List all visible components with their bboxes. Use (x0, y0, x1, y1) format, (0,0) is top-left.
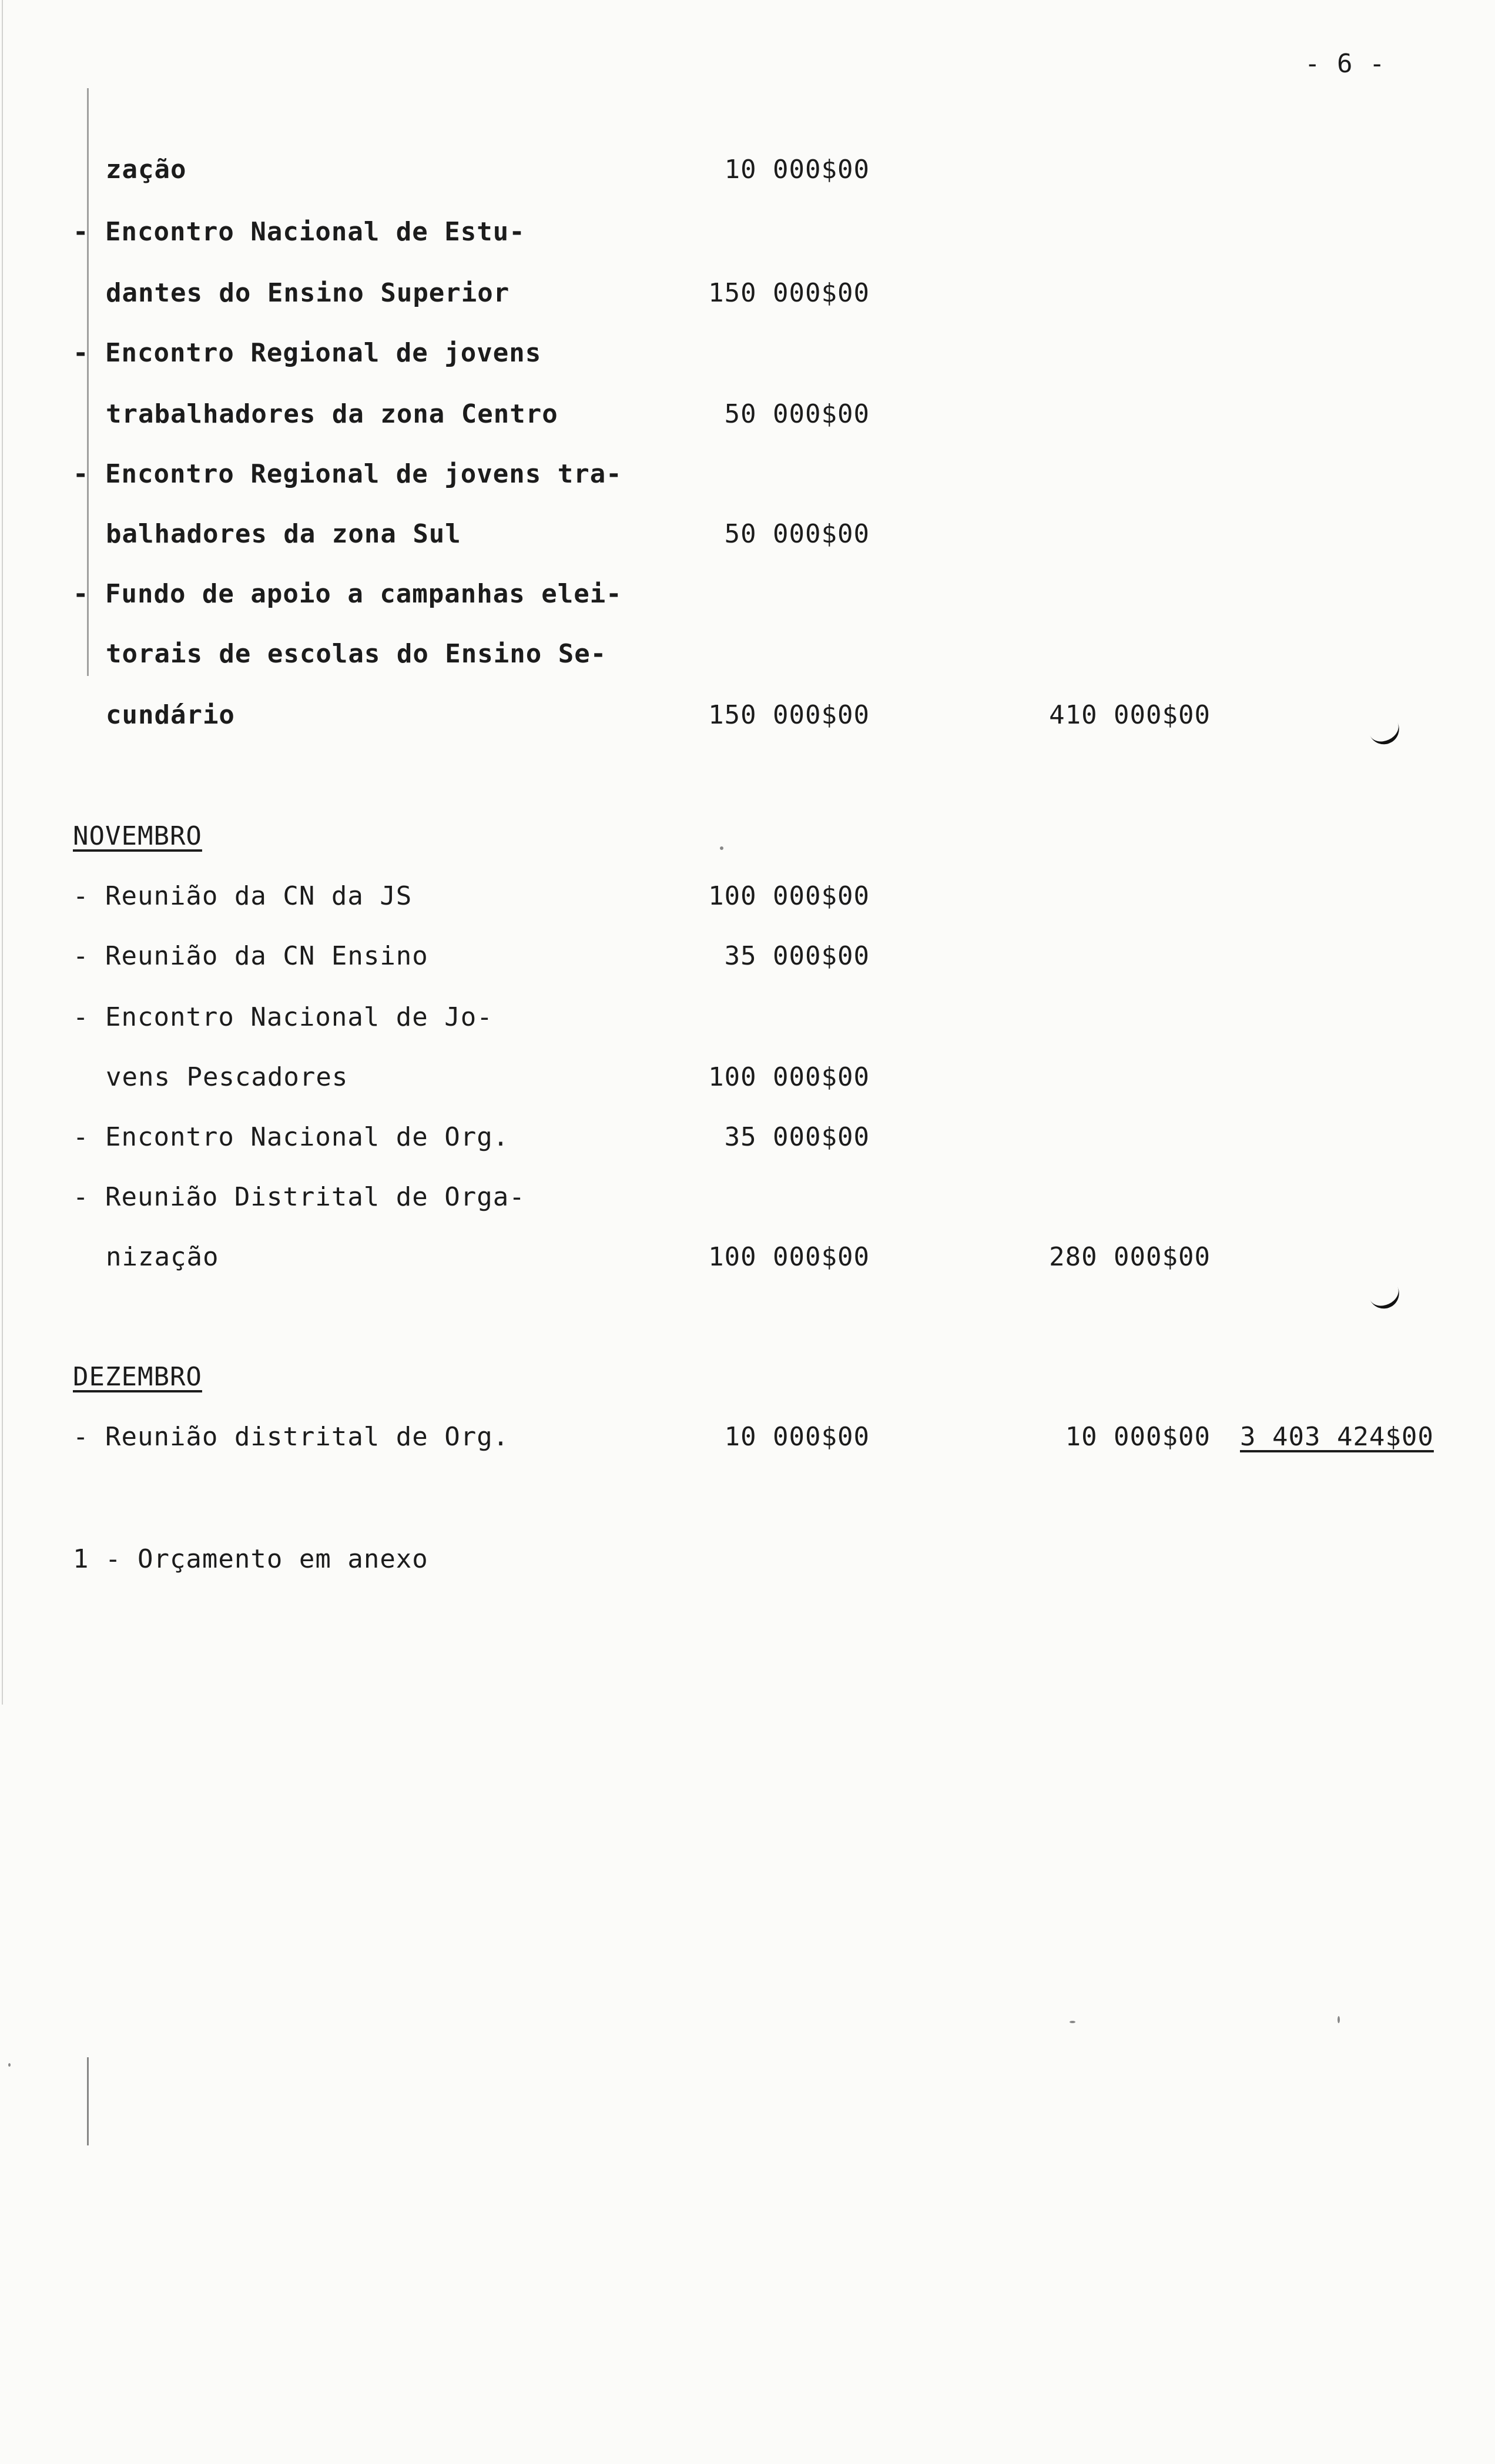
item-line: - Encontro Regional de jovens tra- (73, 459, 622, 489)
item-amount: 10 000$00 (724, 155, 870, 185)
item-amount: 50 000$00 (724, 399, 870, 429)
section-subtotal: 410 000$00 (1049, 700, 1211, 730)
item-amount: 10 000$00 (724, 1422, 870, 1452)
item-line: torais de escolas do Ensino Se- (106, 639, 607, 669)
item-line: - Reunião distrital de Org. (73, 1422, 509, 1452)
speck (1070, 2021, 1075, 2023)
item-amount: 35 000$00 (724, 941, 870, 971)
section-heading: DEZEMBRO (73, 1362, 202, 1392)
item-line: nização (106, 1242, 219, 1272)
item-amount: 100 000$00 (708, 1062, 870, 1092)
section-subtotal: 10 000$00 (1065, 1422, 1211, 1452)
item-amount: 100 000$00 (708, 881, 870, 911)
item-amount: 35 000$00 (724, 1122, 870, 1152)
grand-total: 3 403 424$00 (1240, 1422, 1434, 1452)
item-line: - Encontro Regional de jovens (73, 338, 542, 368)
margin-line (87, 2057, 89, 2145)
item-amount: 150 000$00 (708, 278, 870, 308)
section-subtotal: 280 000$00 (1049, 1242, 1211, 1272)
item-line: - Reunião da CN Ensino (73, 941, 428, 971)
speck (1338, 2016, 1340, 2023)
item-line: trabalhadores da zona Centro (106, 399, 558, 429)
footnote: 1 - Orçamento em anexo (73, 1544, 428, 1574)
speck (8, 2063, 11, 2067)
item-line: - Fundo de apoio a campanhas elei- (73, 579, 622, 609)
item-amount: 50 000$00 (724, 519, 870, 549)
speck (720, 846, 723, 850)
section-heading: NOVEMBRO (73, 821, 202, 851)
item-line: - Encontro Nacional de Org. (73, 1122, 509, 1152)
page-number: - 6 - (1305, 49, 1386, 79)
item-line: - Reunião Distrital de Orga- (73, 1182, 525, 1212)
item-line: dantes do Ensino Superior (106, 278, 510, 308)
item-line: - Reunião da CN da JS (73, 881, 413, 911)
item-line: balhadores da zona Sul (106, 519, 461, 549)
item-amount: 150 000$00 (708, 700, 870, 730)
item-line: - Encontro Nacional de Jo- (73, 1002, 493, 1032)
item-amount: 100 000$00 (708, 1242, 870, 1272)
check-mark (1365, 1276, 1405, 1314)
item-line: - Encontro Nacional de Estu- (73, 217, 525, 247)
check-mark (1365, 712, 1405, 749)
item-line: zação (106, 155, 187, 185)
margin-line (2, 0, 3, 1705)
item-line: vens Pescadores (106, 1062, 348, 1092)
item-line: cundário (106, 700, 235, 730)
